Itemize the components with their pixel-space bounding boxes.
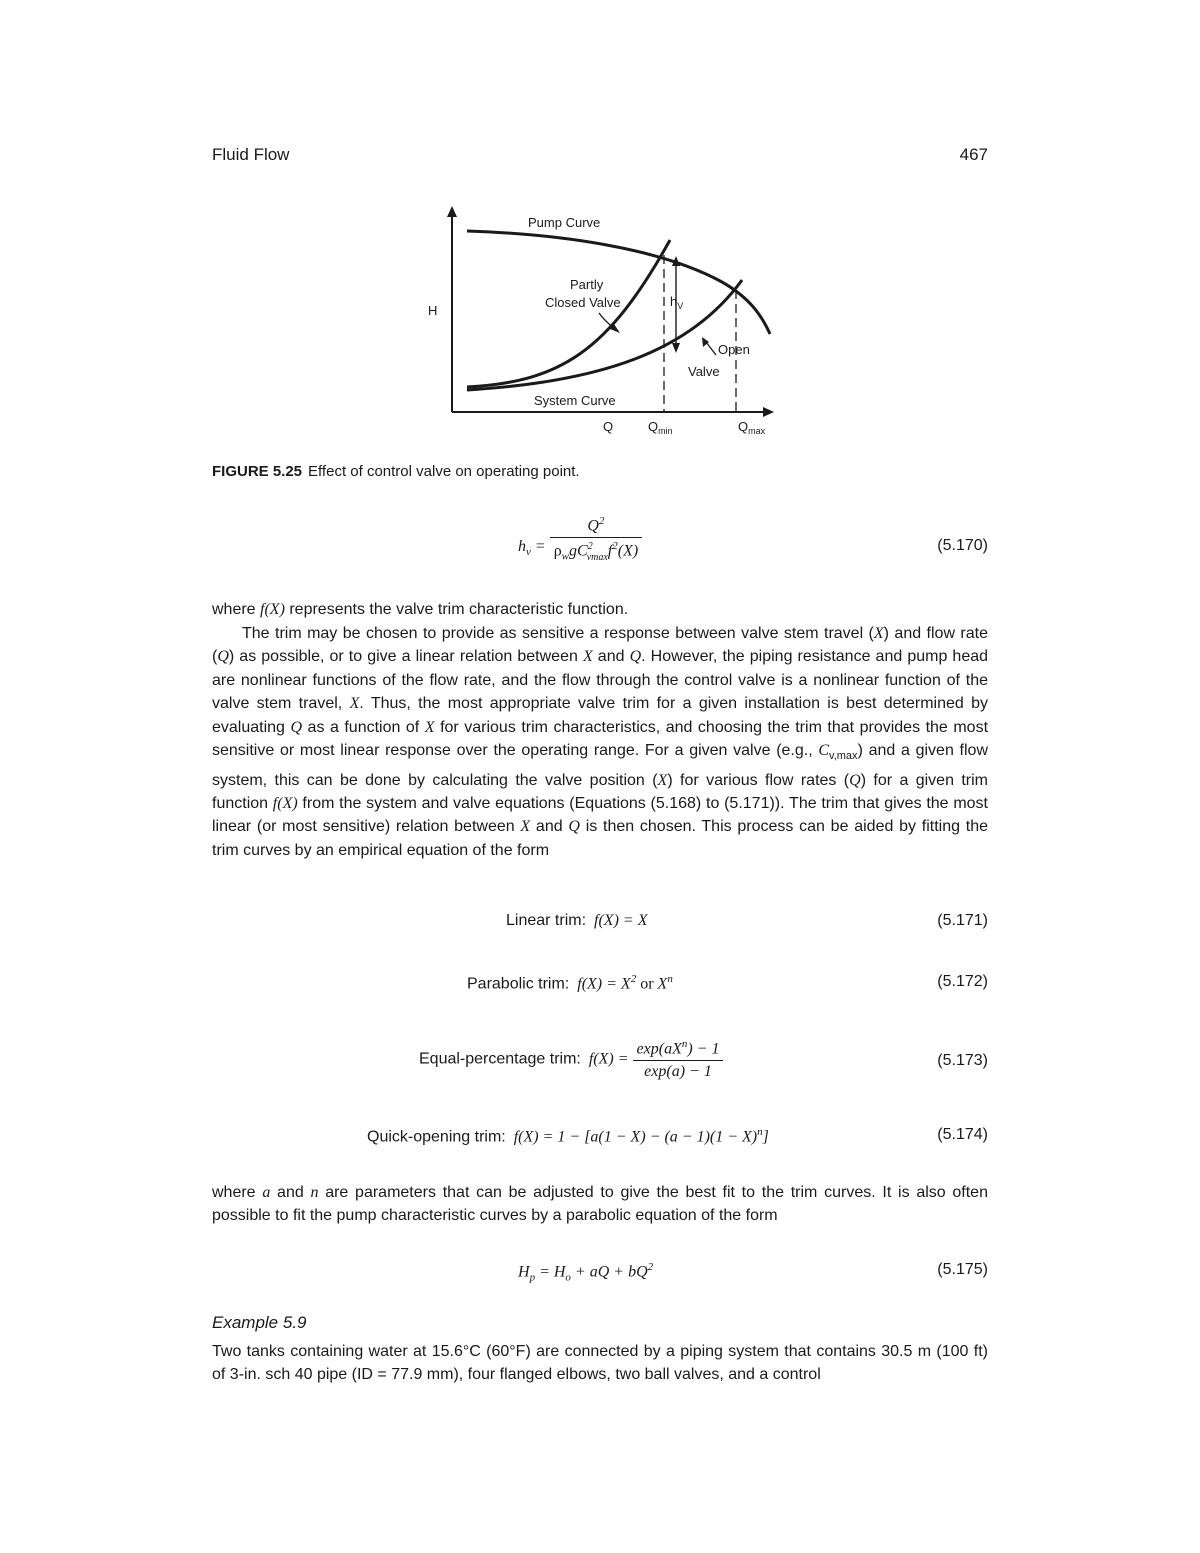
x-axis-arrow bbox=[763, 407, 774, 417]
equation-5-174: Quick-opening trim: $f(X) = 1 - [a(1 - X) - (a - 1)(1 - X)^n]$ (5.174) bbox=[367, 1126, 988, 1146]
paragraph-example: Two tanks containing water at 15.6°C (60°F) are connected by a piping system that contains 30.5 m (100 ft) of 3-in. sch 40 pipe (ID = 77.9 mm), four flanged elbows, two ball valves, and a control bbox=[212, 1343, 988, 1384]
open-label: Open bbox=[718, 342, 750, 357]
qmin-label: $Q_{min}$ bbox=[648, 419, 673, 436]
figure-caption bbox=[212, 463, 580, 480]
pump-curve-label: Pump Curve bbox=[528, 215, 601, 230]
open-valve-leader bbox=[706, 342, 716, 355]
hv-label: $h_V$ bbox=[670, 294, 684, 311]
x-axis-label: Q bbox=[603, 419, 614, 434]
figure-caption-text: Effect of control valve on operating point. bbox=[308, 463, 580, 480]
hv-arrow-head-down bbox=[672, 343, 680, 353]
equation-5-171: Linear trim: f(X) = X (5.171) bbox=[506, 912, 988, 929]
y-axis-label: H bbox=[428, 303, 438, 318]
system-curve-label: System Curve bbox=[534, 393, 616, 408]
partly-closed-valve-curve bbox=[467, 240, 670, 387]
page-number: 467 bbox=[959, 145, 988, 164]
closed-valve-label: Closed Valve bbox=[545, 295, 621, 310]
partly-label: Partly bbox=[570, 277, 604, 292]
equation-5-175: $H_p = H_o$ + aQ + $bQ^2$ (5.175) bbox=[518, 1261, 988, 1284]
example-title: Example 5.9 bbox=[212, 1313, 307, 1332]
running-head: Fluid Flow bbox=[212, 145, 290, 164]
equation-number: (5.170) bbox=[937, 537, 988, 554]
paragraph-trim-selection: The trim may be chosen to provide as sensitive a response between valve stem travel (X) and flow rate (Q) as possible, or to give a linear relation between X and Q. However, the piping resistance and pump head are nonlinear functions of the flow rate, and the flow through the control valve is a nonlinear function of the valve stem travel, X. Thus, the most appropriate valve trim for a given installation is best determined by evaluating Q as a function of X for various trim characteristics, and choosing the trim that provides the most sensitive or most linear response over the operating range. For a given valve (e.g., $C_{v,max}$) and a given flow system, this can be done by calculating the valve position (X) for various flow rates (Q) for a given trim function f(X) from the system and valve equations (Equations (5.168) to (5.171)). The trim that gives the most linear (or most sensitive) relation between X and Q is then chosen. This process can be aided by fitting the trim curves by an empirical equation of the form bbox=[212, 625, 989, 859]
equation-5-172: Parabolic trim: $f(X) = X^2$ or $X^n$ (5.172) bbox=[467, 973, 988, 993]
where-fx-line: where f(X) represents the valve trim characteristic function. bbox=[212, 601, 629, 618]
valve-label: Valve bbox=[688, 364, 720, 379]
figure-caption-label: FIGURE 5.25 bbox=[212, 463, 303, 480]
qmax-label: $Q_{max}$ bbox=[738, 419, 766, 436]
equation-5-173: Equal-percentage trim: f(X) = $\frac{\exp(aX^n) - 1}{\exp(a) - 1}$ (5.173) bbox=[419, 1038, 988, 1081]
y-axis-arrow bbox=[447, 206, 457, 217]
figure-operating-point bbox=[420, 198, 790, 448]
paragraph-parameters: where a and n are parameters that can be adjusted to give the best fit to the trim curves. It is also often possible to fit the pump characteristic curves by a parabolic equation of the form bbox=[212, 1184, 988, 1225]
equation-5-170: $h_v$ = $\frac{Q^2}{\rho_wgC^2_{vmax}f^2(X)}$ (5.170) bbox=[518, 515, 988, 563]
